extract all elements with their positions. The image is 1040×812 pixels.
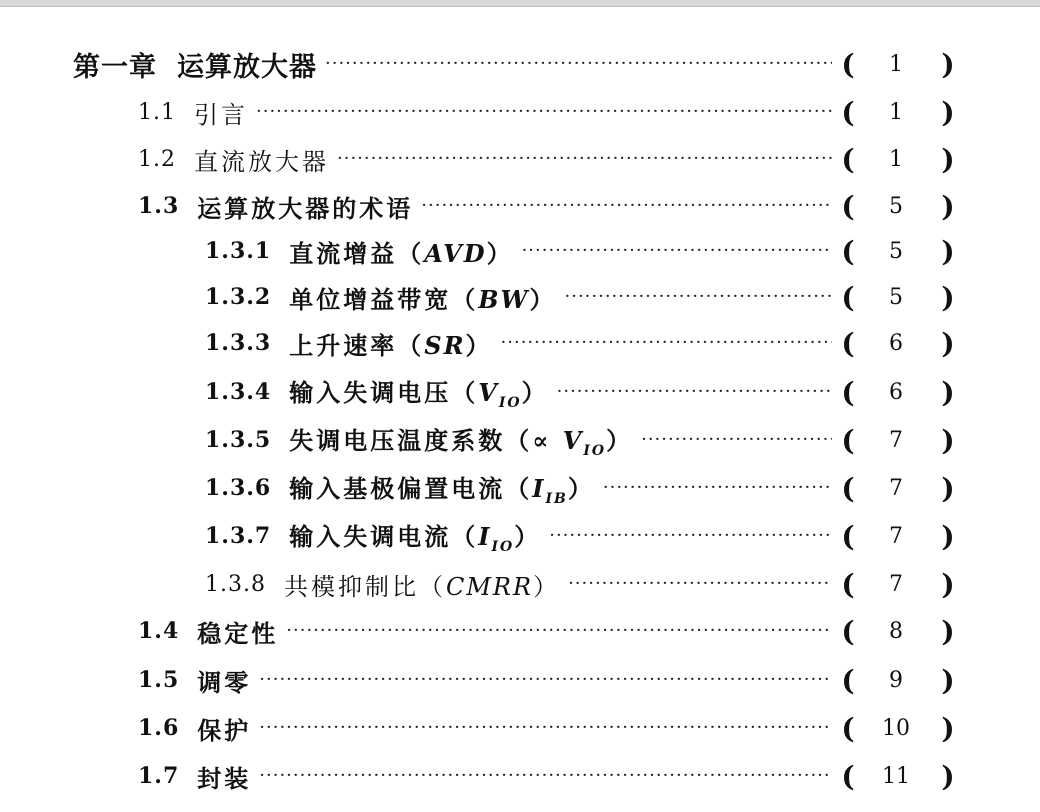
toc-number: 1.4 — [138, 618, 180, 644]
toc-item-1-3-1[interactable] — [205, 229, 958, 273]
close-paren: ) — [941, 663, 955, 697]
toc-title: 引言 — [194, 100, 248, 129]
open-paren: ( — [841, 189, 855, 223]
leader-dots — [256, 90, 832, 134]
close-paren: ) — [941, 280, 955, 314]
leader-dots — [421, 184, 832, 228]
toc-title: 上升速率（SR） — [289, 330, 493, 360]
toc-item-1-6[interactable] — [138, 706, 958, 750]
toc-title: 保护 — [197, 715, 252, 745]
toc-title: 调零 — [197, 667, 252, 697]
leader-dots — [501, 321, 832, 365]
toc-number: 1.3.8 — [205, 571, 266, 597]
close-paren: ) — [941, 423, 955, 457]
page-number: 7 — [889, 475, 903, 501]
open-paren: ( — [841, 234, 855, 268]
page-number: 7 — [889, 571, 903, 597]
toc-title: 运算放大器 — [177, 51, 317, 83]
toc-title: 运算放大器的术语 — [197, 193, 414, 223]
page-number: 6 — [889, 330, 903, 356]
toc-number: 1.3.3 — [205, 330, 272, 356]
toc-item-1-5[interactable] — [138, 658, 958, 702]
toc-title: 单位增益带宽（BW） — [289, 284, 557, 314]
close-paren: ) — [941, 375, 955, 409]
page-number: 7 — [889, 523, 903, 549]
close-paren: ) — [941, 142, 955, 176]
close-paren: ) — [941, 95, 955, 129]
toc-item-1-3[interactable] — [138, 184, 958, 228]
open-paren: ( — [841, 567, 855, 601]
toc-number: 1.2 — [138, 146, 176, 172]
toc-item-1-3-2[interactable] — [205, 275, 958, 319]
page-number: 1 — [889, 51, 903, 77]
toc-number: 1.3 — [138, 193, 180, 219]
toc-title: 输入失调电流$(I_{IO})$ — [289, 522, 542, 555]
page-number: 9 — [889, 667, 903, 693]
toc-title: 稳定性 — [197, 618, 279, 648]
toc-title: 输入失调电压$(V_{IO})$ — [289, 378, 549, 411]
page-number: 5 — [889, 284, 903, 310]
page-number: 5 — [889, 238, 903, 264]
open-paren: ( — [841, 663, 855, 697]
leader-dots — [286, 609, 832, 653]
page-number: 5 — [889, 193, 903, 219]
open-paren: ( — [841, 95, 855, 129]
leader-dots — [603, 466, 832, 510]
leader-dots — [557, 370, 832, 414]
close-paren: ) — [941, 234, 955, 268]
close-paren: ) — [941, 47, 955, 81]
toc-item-1-3-6[interactable] — [205, 466, 958, 510]
open-paren: ( — [841, 711, 855, 745]
toc-title: 失调电压温度系数（∝ $V_{IO}$） — [289, 426, 634, 459]
open-paren: ( — [841, 326, 855, 360]
toc-chapter-1[interactable] — [73, 42, 958, 86]
open-paren: ( — [841, 47, 855, 81]
leader-dots — [549, 514, 832, 558]
toc-item-1-2[interactable] — [138, 137, 958, 181]
open-paren: ( — [841, 280, 855, 314]
page-number: 10 — [882, 715, 910, 741]
close-paren: ) — [941, 326, 955, 360]
page-number: 1 — [889, 146, 903, 172]
close-paren: ) — [941, 759, 955, 793]
open-paren: ( — [841, 519, 855, 553]
page-number: 8 — [889, 618, 903, 644]
toc-number: 1.7 — [138, 763, 180, 789]
leader-dots — [259, 706, 832, 750]
close-paren: ) — [941, 519, 955, 553]
toc-item-1-4[interactable] — [138, 609, 958, 653]
open-paren: ( — [841, 423, 855, 457]
toc-item-1-3-3[interactable] — [205, 321, 958, 365]
toc-number: 1.3.5 — [205, 427, 272, 453]
toc-title: 直流增益（AVD） — [289, 238, 514, 268]
close-paren: ) — [941, 189, 955, 223]
page-number: 7 — [889, 427, 903, 453]
toc-number: 1.3.2 — [205, 284, 272, 310]
toc-number: 1.3.4 — [205, 379, 272, 405]
close-paren: ) — [941, 614, 955, 648]
toc-item-1-3-7[interactable] — [205, 514, 958, 558]
toc-item-1-3-4[interactable] — [205, 370, 958, 414]
toc-item-1-7[interactable] — [138, 754, 958, 798]
open-paren: ( — [841, 375, 855, 409]
toc-number: 1.3.7 — [205, 523, 272, 549]
open-paren: ( — [841, 142, 855, 176]
toc-item-1-3-5[interactable] — [205, 418, 958, 462]
toc-title: 封装 — [197, 763, 252, 793]
toc-title: 共模抑制比（CMRR） — [283, 572, 561, 601]
page-number: 11 — [882, 763, 910, 789]
leader-dots — [325, 42, 832, 86]
open-paren: ( — [841, 759, 855, 793]
open-paren: ( — [841, 471, 855, 505]
toc-number: 1.1 — [138, 99, 176, 125]
toc-number: 第一章 — [73, 51, 157, 83]
leader-dots — [565, 275, 833, 319]
toc-title: 直流放大器 — [194, 147, 329, 176]
toc-number: 1.6 — [138, 715, 180, 741]
leader-dots — [641, 418, 832, 462]
toc-number: 1.3.1 — [205, 238, 272, 264]
page-number: 6 — [889, 379, 903, 405]
leader-dots — [259, 754, 832, 798]
leader-dots — [568, 562, 832, 606]
leader-dots — [259, 658, 832, 702]
toc-number: 1.5 — [138, 667, 180, 693]
close-paren: ) — [941, 567, 955, 601]
toc-number: 1.3.6 — [205, 475, 272, 501]
open-paren: ( — [841, 614, 855, 648]
leader-dots — [337, 137, 832, 181]
close-paren: ) — [941, 711, 955, 745]
toc-item-1-1[interactable] — [138, 90, 958, 134]
page-number: 1 — [889, 99, 903, 125]
toc-title: 输入基极偏置电流$(I_{IB})$ — [289, 474, 595, 507]
toc-item-1-3-8[interactable] — [205, 562, 958, 606]
close-paren: ) — [941, 471, 955, 505]
leader-dots — [522, 229, 832, 273]
